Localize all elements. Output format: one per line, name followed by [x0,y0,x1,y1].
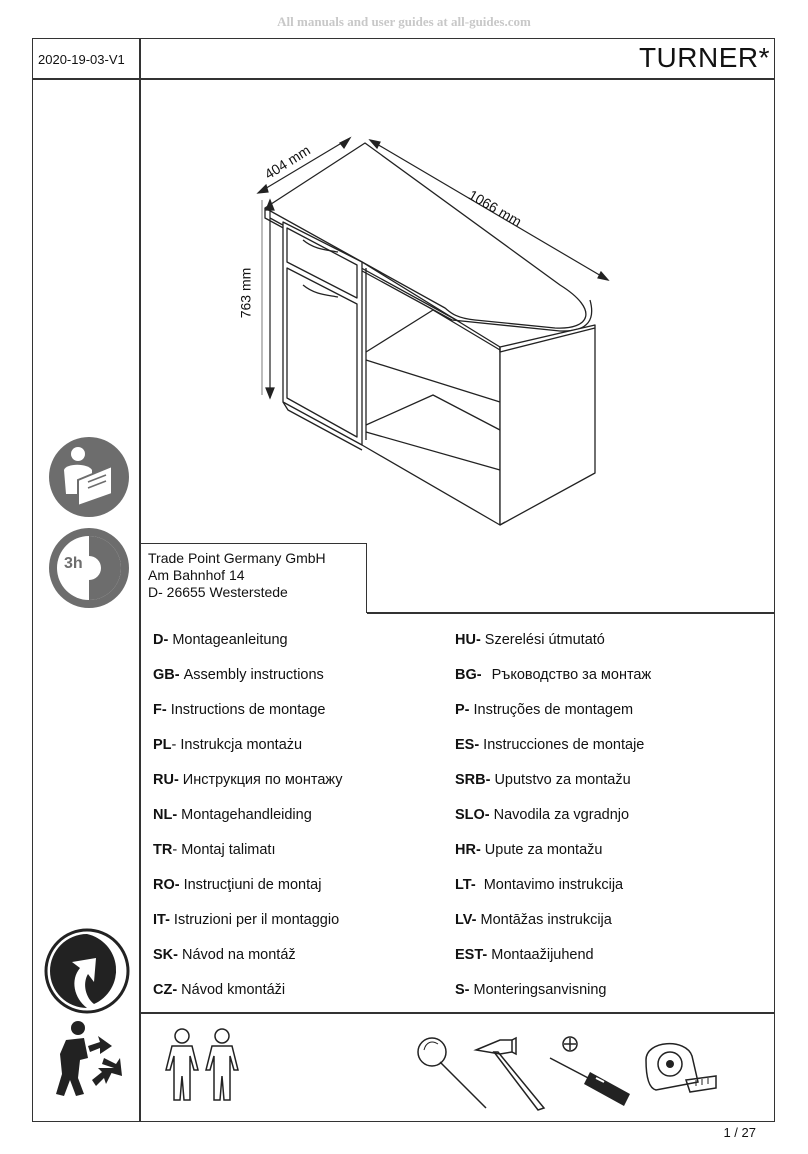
lang-row: HU- Szerelési útmutató [455,632,605,648]
phillips-screwdriver-icon [546,1034,638,1110]
dimension-depth-label: 404 mm [261,141,313,183]
tape-measure-icon [636,1030,722,1110]
dimension-width-label: 1066 mm [465,186,525,230]
lang-row: PL- Instrukcja montażu [153,737,303,753]
languages-right [455,630,651,1015]
lang-row: GB- Assembly instructions [153,667,324,683]
languages-left [153,630,343,1015]
product-title: TURNER* [638,42,770,73]
lang-row: S- Monteringsanvisning [455,982,607,998]
lang-row: LV- Montāžas instrukcija [455,912,612,928]
assembly-time-icon [48,527,130,609]
lang-row: RU- Инструкция по монтажу [153,772,343,788]
lang-row: EST- Montaažijuhend [455,947,594,963]
lang-row: P- Instruções de montagem [455,702,634,718]
lang-row: SRB- Uputstvo za montažu [455,772,631,788]
lang-row: D- Montageanleitung [153,632,288,648]
lang-row: NL- Montagehandleiding [153,807,312,823]
lang-row: LT- Montavimo instrukcija [455,877,624,893]
lang-row: CZ- Návod kmontáži [153,982,286,998]
lang-row: RO- Instrucţiuni de montaj [153,877,322,893]
lang-row: IT- Istruzioni per il montaggio [153,912,340,928]
version-code: 2020-19-03-V1 [38,52,125,67]
dispose-waste-icon [44,1018,130,1098]
manufacturer-address [140,543,367,613]
lang-row: BG- Ръководство за монтаж [455,667,652,683]
lang-row: ES- Instrucciones de montaje [455,737,645,753]
two-persons-icon [162,1026,244,1102]
read-manual-icon [48,436,130,518]
address-city: D- 26655 Westerstede [148,584,288,600]
dimension-height-label: 763 mm [237,267,254,319]
address-street: Am Bahnhof 14 [148,567,245,583]
lang-row: F- Instructions de montage [153,702,326,718]
address-company: Trade Point Germany GmbH [148,550,326,566]
lang-row: SLO- Navodila za vgradnjo [455,807,630,823]
watermark: All manuals and user guides at all-guides.com [277,14,531,29]
page-number: 1 / 27 [723,1125,756,1140]
assembly-time-label: 3h [64,555,83,572]
lang-row: SK- Návod na montáž [153,947,296,963]
lang-row: HR- Upute za montažu [455,842,603,858]
hammer-icon [472,1032,552,1112]
lang-row: TR- Montaj talimatı [153,842,276,858]
recycling-arrows-icon [44,928,130,1014]
